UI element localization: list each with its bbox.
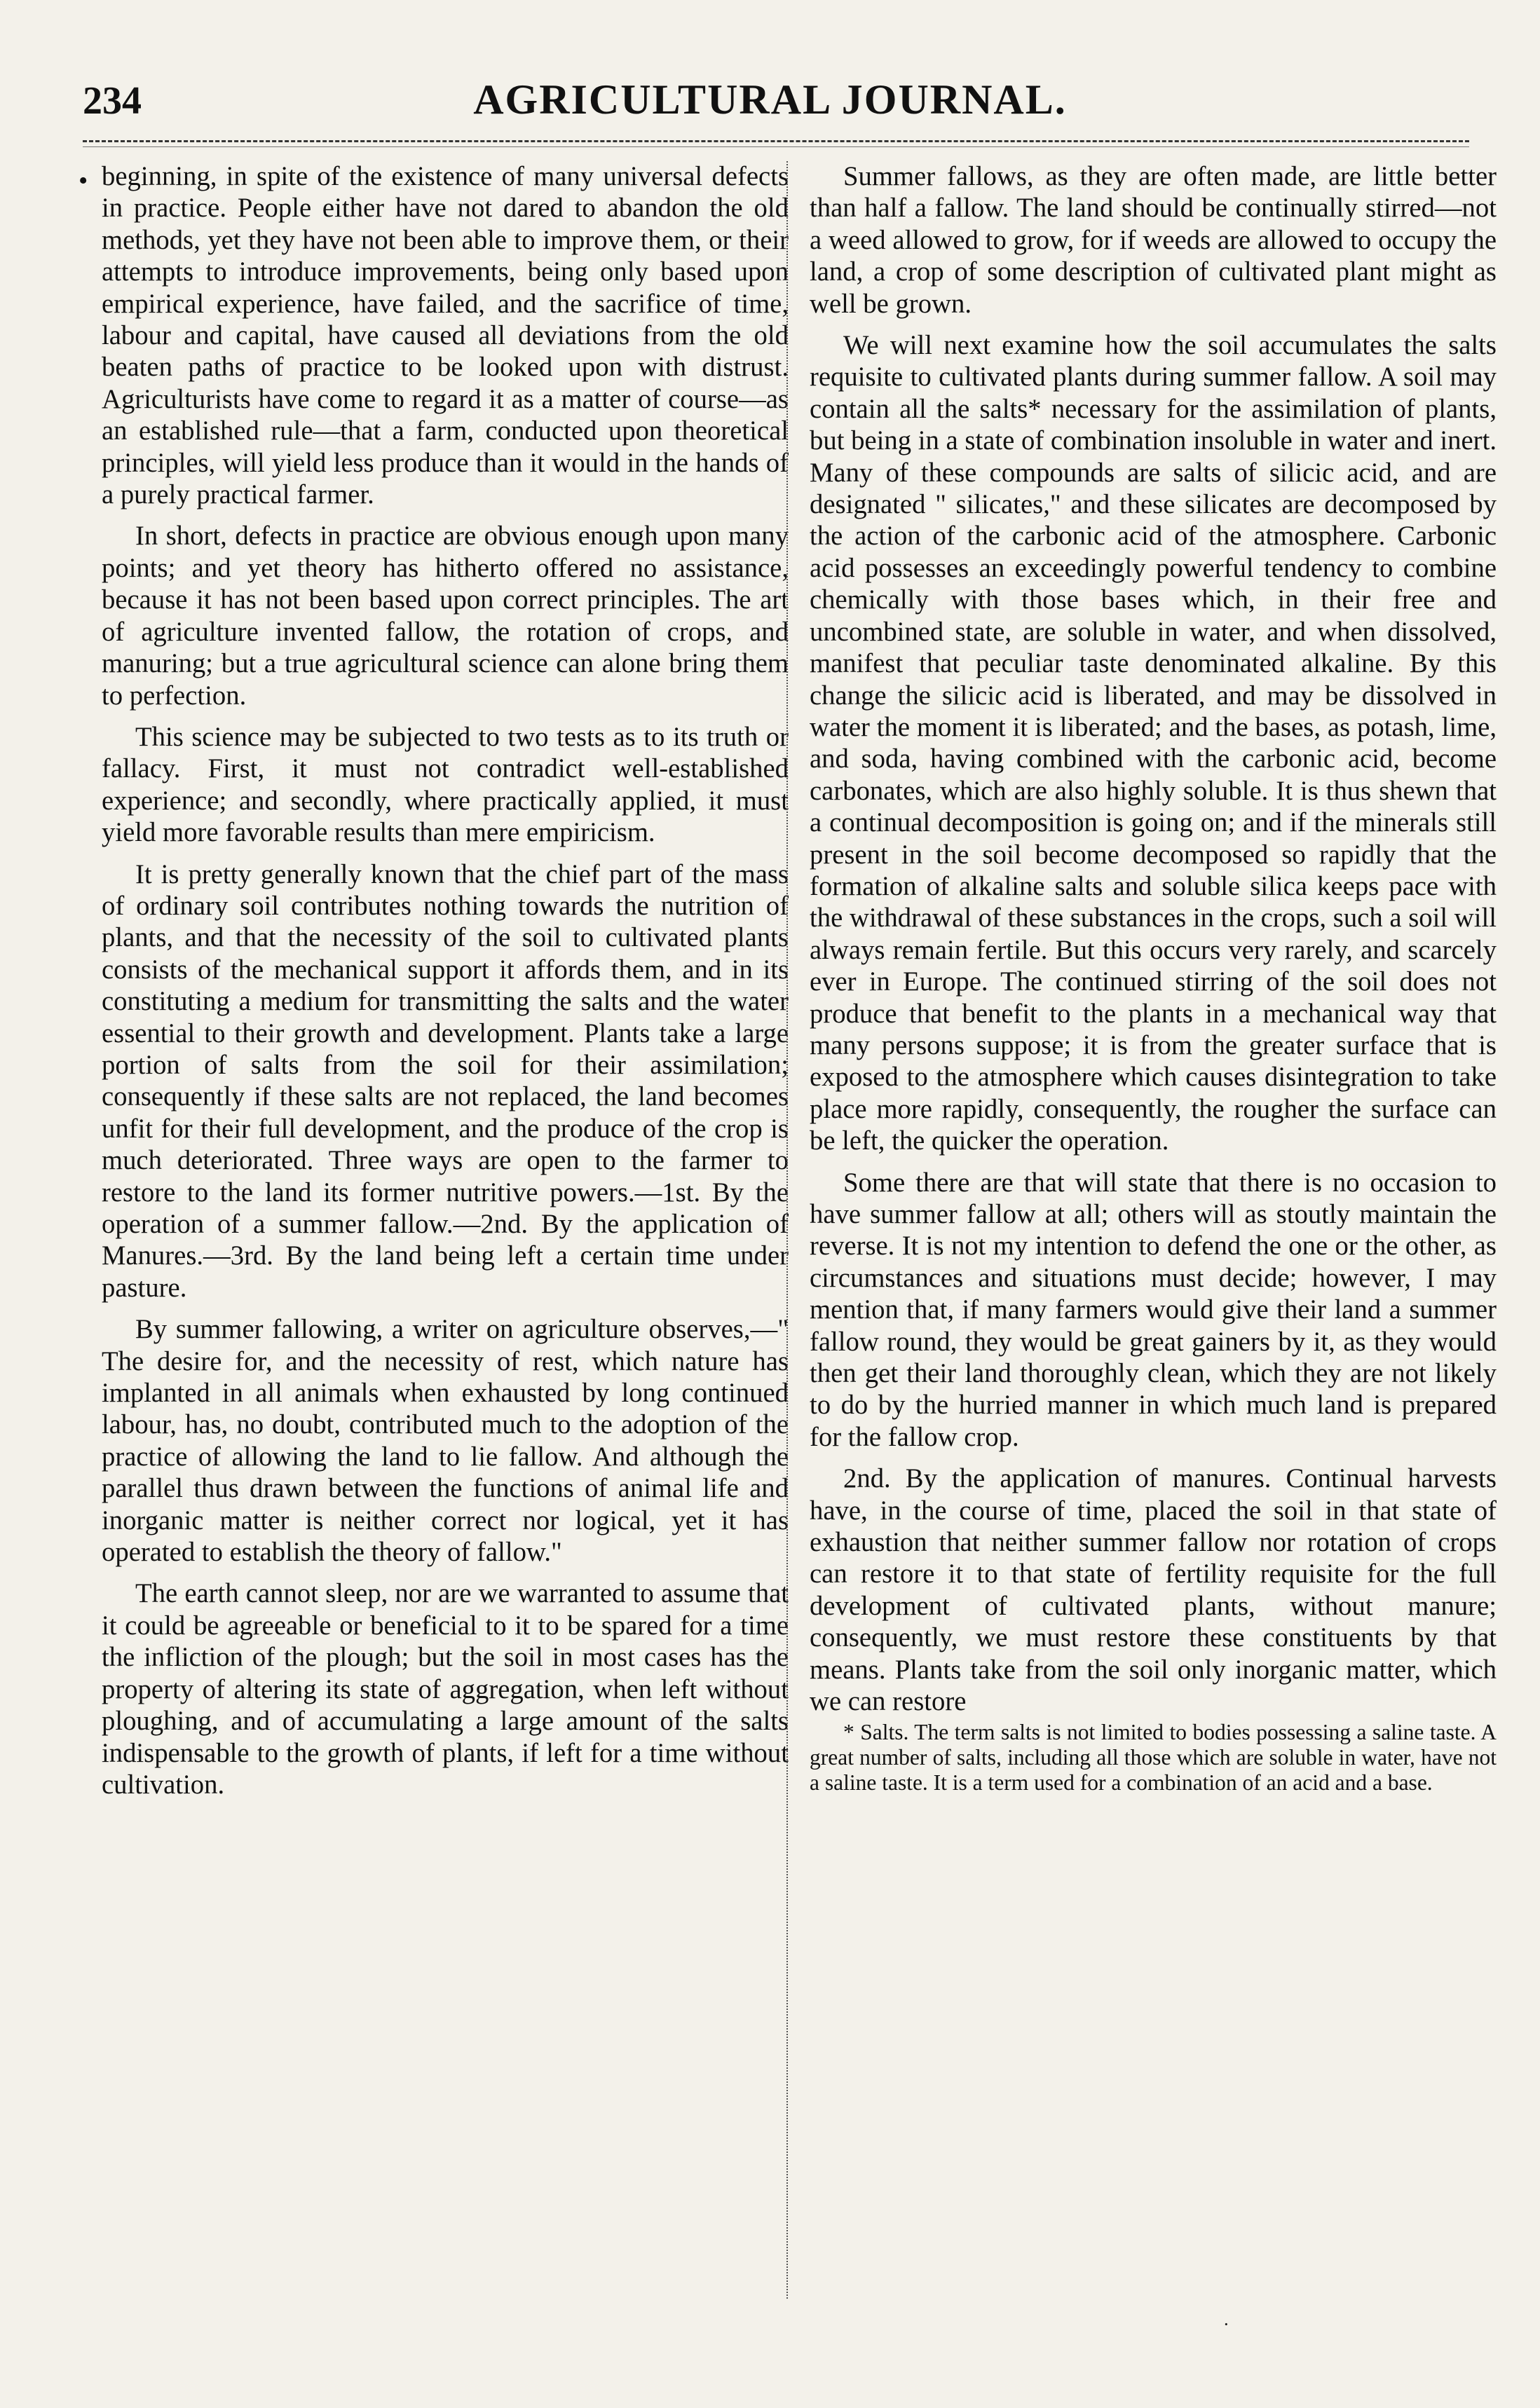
paragraph: It is pretty generally known that the chief part of the mass of ordinary soil contributes nothing towards the nutrition of plants, and that the necessity of the soil to cultivated plants consists of the mechanical support it affords them, and in its constituting a medium for transmitting the salts and the water essential to their growth and development. Plants take a large portion of salts from the soil for their assimilation; consequently if these salts are not replaced, the land becomes unfit for their full development, and the produce of the crop is much deteriorated. Three ways are open to the farmer to restore to the land its former nutritive powers.—1st. By the operation of a summer fallow.—2nd. By the application of Manures.—3rd. By the land being left a certain time under pasture.: [102, 859, 789, 1303]
left-column: [102, 161, 789, 1811]
header-rule: [83, 140, 1469, 142]
paragraph: In short, defects in practice are obvious enough upon many points; and yet theory has hitherto offered no assistance, because it has not been based upon correct principles. The art of agriculture invented fallow, the rotation of crops, and manuring; but a true agricultural science can alone bring them to perfection.: [102, 521, 789, 711]
paragraph: This science may be subjected to two tests as to its truth or fallacy. First, it must not contradict well-established experience; and secondly, where practically applied, it must yield more favorable results than mere empiricism.: [102, 722, 789, 848]
margin-bullet: •: [79, 166, 88, 196]
column-divider: [786, 161, 788, 2299]
paragraph: Some there are that will state that there is no occasion to have summer fallow at all; others will as stoutly maintain the reverse. It is not my intention to defend the one or the other, as circumstances and situations must decide; however, I may mention that, if many farmers would give their land a summer fallow round, they would be great gainers by it, as they would then get their land thoroughly clean, which they are not likely to do by the hurried manner in which much land is prepared for the fallow crop.: [810, 1168, 1497, 1452]
paragraph: We will next examine how the soil accumulates the salts requisite to cultivated plants during summer fallow. A soil may contain all the salts* necessary for the assimilation of plants, but being in a state of combination insoluble in water and inert. Many of these compounds are salts of silicic acid, and are designated " silicates," and these silicates are decomposed by the action of the carbonic acid of the atmosphere. Carbonic acid possesses an exceedingly powerful tendency to combine chemically with those bases which, in their free and uncombined state, are soluble in water, and when dissolved, manifest that peculiar taste denominated alkaline. By this change the silicic acid is liberated, and may be dissolved in water the moment it is liberated; and the bases, as potash, lime, and soda, having combined with the carbonic acid, become carbonates, which are also highly soluble. It is thus shewn that a continual decomposition is going on; and if the minerals still present in the soil become decomposed so rapidly that the formation of alkaline salts and soluble silica keeps pace with the withdrawal of these substances in the crops, such a soil will always remain fertile. But this occurs very rarely, and scarcely ever in Europe. The continued stirring of the soil does not produce that benefit to the plants in a mechanical way that many persons suppose; it is from the greater surface that is exposed to the atmosphere which causes disintegration to take place more rapidly, consequently, the rougher the surface can be left, the quicker the operation.: [810, 331, 1497, 1156]
header-rule-thin: [83, 146, 1469, 147]
paragraph: The earth cannot sleep, nor are we warranted to assume that it could be agreeable or beneficial to it to be spared for a time the infliction of the plough; but the soil in most cases has the property of altering its state of aggregation, when left without ploughing, and of accumulating a large amount of the salts indispensable to the growth of plants, if left for a time without cultivation.: [102, 1579, 789, 1800]
footnote: * Salts. The term salts is not limited to bodies possessing a saline taste. A great number of salts, including all those which are soluble in water, have not a saline taste. It is a term used for a combination of an acid and a base.: [810, 1719, 1497, 1795]
paragraph: beginning, in spite of the existence of many universal defects in practice. People either have not dared to abandon the old methods, yet they have not been able to improve them, or their attempts to introduce improvements, being only based upon empirical experience, have failed, and the sacrifice of time, labour and capital, have caused all deviations from the old beaten paths of practice to be looked upon with distrust. Agriculturists have come to regard it as a matter of course—as an established rule—that a farm, conducted upon theoretical principles, will yield less produce than it would in the hands of a purely practical farmer.: [102, 162, 789, 510]
page-number: 234: [83, 79, 142, 123]
paragraph: 2nd. By the application of manures. Continual harvests have, in the course of time, placed the soil in that state of exhaustion that neither summer fallow nor rotation of crops can restore it to that state of fertility requisite for the full development of cultivated plants, without manure; consequently, we must restore these constituents by that means. Plants take from the soil only inorganic matter, which we can restore: [810, 1464, 1497, 1717]
stray-dot: ·: [1223, 2314, 1229, 2334]
running-title: AGRICULTURAL JOURNAL.: [473, 76, 1067, 123]
right-column: [810, 161, 1497, 1795]
paragraph: Summer fallows, as they are often made, are little better than half a fallow. The land should be continually stirred—not a weed allowed to grow, for if weeds are allowed to occupy the land, a crop of some description of cultivated plant might as well be grown.: [810, 162, 1497, 319]
paragraph: By summer fallowing, a writer on agriculture observes,—" The desire for, and the necessity of rest, which nature has implanted in all animals when exhausted by long continued labour, has, no doubt, contributed much to the adoption of the practice of allowing the land to lie fallow. And although the parallel thus drawn between the functions of animal life and inorganic matter is neither correct nor logical, yet it has operated to establish the theory of fallow.": [102, 1315, 789, 1568]
